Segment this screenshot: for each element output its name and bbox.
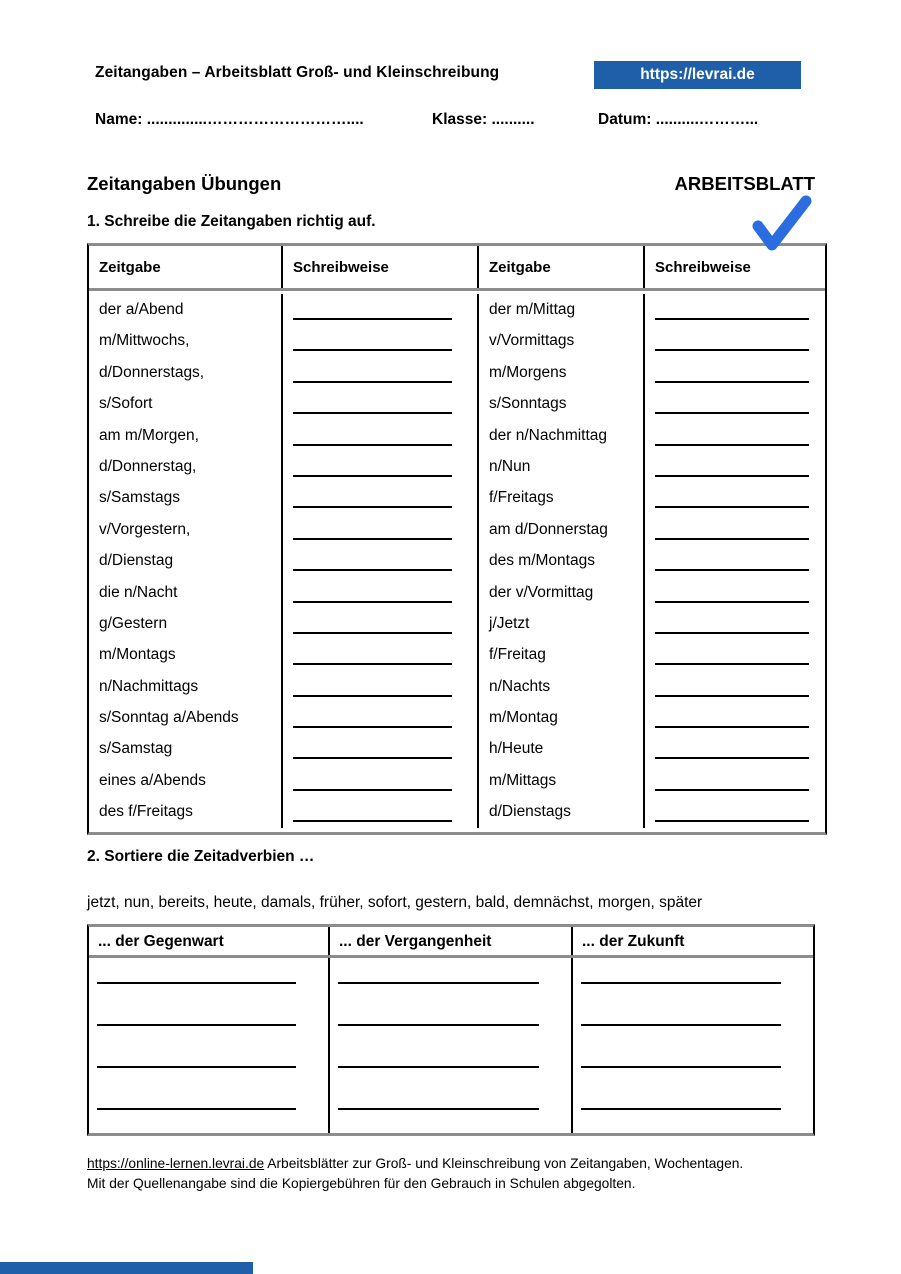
time-expression-right: s/Sonntags xyxy=(479,388,645,419)
time-expression-left: d/Dienstag xyxy=(89,545,283,576)
time-expression-right: m/Montag xyxy=(479,702,645,733)
time-expression-left: s/Sonntag a/Abends xyxy=(89,702,283,733)
footer-text-line1: Arbeitsblätter zur Groß- und Kleinschreibung von Zeitangaben, Wochentagen. xyxy=(264,1156,744,1171)
table-row xyxy=(89,482,825,513)
class-blank: .......... xyxy=(491,111,535,128)
date-field xyxy=(598,111,758,129)
answer-blank xyxy=(283,671,479,702)
name-field xyxy=(95,111,364,129)
answer-blank xyxy=(645,514,825,545)
answer-blank xyxy=(283,420,479,451)
time-expression-right: f/Freitags xyxy=(479,482,645,513)
time-expression-right: m/Mittags xyxy=(479,765,645,796)
answer-blank xyxy=(338,1024,539,1026)
answer-blank xyxy=(581,1024,781,1026)
column-header-vergangenheit: ... der Vergangenheit xyxy=(330,927,573,955)
task1-table xyxy=(87,243,827,835)
table-row xyxy=(89,577,825,608)
answer-blank xyxy=(645,733,825,764)
answer-blank xyxy=(645,451,825,482)
page-title: Zeitangaben – Arbeitsblatt Groß- und Kleinschreibung xyxy=(95,64,500,81)
time-expression-left: s/Samstags xyxy=(89,482,283,513)
answer-blank xyxy=(283,577,479,608)
table-row xyxy=(89,796,825,827)
answer-blank xyxy=(645,420,825,451)
answer-blank xyxy=(338,982,539,984)
answer-blank xyxy=(338,1108,539,1110)
answer-blank xyxy=(283,608,479,639)
column-header: Zeitgabe xyxy=(89,246,283,288)
time-expression-right: d/Dienstags xyxy=(479,796,645,827)
answer-blank xyxy=(283,545,479,576)
answer-column-zukunft xyxy=(573,958,813,1133)
time-expression-left: g/Gestern xyxy=(89,608,283,639)
adverb-word-list: jetzt, nun, bereits, heute, damals, früher, sofort, gestern, bald, demnächst, morgen, später xyxy=(87,894,703,911)
answer-blank xyxy=(283,451,479,482)
task2-table xyxy=(87,924,815,1136)
answer-blank xyxy=(645,388,825,419)
answer-column-vergangenheit xyxy=(330,958,573,1133)
table-row xyxy=(89,639,825,670)
answer-column-gegenwart xyxy=(89,958,330,1133)
answer-blank xyxy=(645,482,825,513)
answer-blank xyxy=(581,1108,781,1110)
class-label: Klasse: xyxy=(432,111,488,128)
column-header-gegenwart: ... der Gegenwart xyxy=(89,927,330,955)
answer-blank xyxy=(97,1066,296,1068)
task2-table-body xyxy=(89,958,813,1133)
table-row xyxy=(89,671,825,702)
answer-blank xyxy=(97,1024,296,1026)
answer-blank xyxy=(645,608,825,639)
task2-table-header xyxy=(89,927,813,958)
task1-title: 1. Schreibe die Zeitangaben richtig auf. xyxy=(87,213,376,230)
column-header: Schreibweise xyxy=(283,246,479,288)
answer-blank xyxy=(283,388,479,419)
date-label: Datum: xyxy=(598,111,652,128)
answer-blank xyxy=(581,1066,781,1068)
table-row xyxy=(89,545,825,576)
time-expression-left: m/Montags xyxy=(89,639,283,670)
time-expression-left: d/Donnerstag, xyxy=(89,451,283,482)
answer-blank xyxy=(645,325,825,356)
time-expression-right: der n/Nachmittag xyxy=(479,420,645,451)
answer-blank xyxy=(283,702,479,733)
answer-blank xyxy=(97,982,296,984)
answer-blank xyxy=(645,545,825,576)
task1-table-body xyxy=(89,291,825,832)
time-expression-right: der m/Mittag xyxy=(479,294,645,325)
task2-title: 2. Sortiere die Zeitadverbien … xyxy=(87,848,315,865)
answer-blank xyxy=(283,796,479,827)
time-expression-left: n/Nachmittags xyxy=(89,671,283,702)
time-expression-right: f/Freitag xyxy=(479,639,645,670)
answer-blank xyxy=(645,765,825,796)
answer-blank xyxy=(338,1066,539,1068)
column-header: Zeitgabe xyxy=(479,246,645,288)
answer-blank xyxy=(283,482,479,513)
class-field xyxy=(432,111,535,129)
answer-blank xyxy=(97,1108,296,1110)
footer-attribution xyxy=(87,1154,832,1195)
time-expression-left: am m/Morgen, xyxy=(89,420,283,451)
time-expression-left: s/Samstag xyxy=(89,733,283,764)
time-expression-left: der a/Abend xyxy=(89,294,283,325)
time-expression-left: die n/Nacht xyxy=(89,577,283,608)
time-expression-left: eines a/Abends xyxy=(89,765,283,796)
time-expression-right: n/Nun xyxy=(479,451,645,482)
table-row xyxy=(89,608,825,639)
table-row xyxy=(89,294,825,325)
column-header-zukunft: ... der Zukunft xyxy=(582,933,685,950)
answer-blank xyxy=(283,294,479,325)
table-row xyxy=(89,388,825,419)
time-expression-left: d/Donnerstags, xyxy=(89,357,283,388)
table-row xyxy=(89,514,825,545)
student-info-line xyxy=(0,111,901,133)
table-row xyxy=(89,451,825,482)
footer-link[interactable]: https://online-lernen.levrai.de xyxy=(87,1156,265,1171)
time-expression-right: v/Vormittags xyxy=(479,325,645,356)
answer-blank xyxy=(645,639,825,670)
date-blank: ..........………... xyxy=(655,111,759,128)
time-expression-right: der v/Vormittag xyxy=(479,577,645,608)
table-row xyxy=(89,325,825,356)
table-row xyxy=(89,420,825,451)
time-expression-left: des f/Freitags xyxy=(89,796,283,827)
answer-blank xyxy=(645,702,825,733)
time-expression-right: j/Jetzt xyxy=(479,608,645,639)
name-blank: ..............……………………….... xyxy=(146,111,364,128)
levrai-link-badge[interactable]: https://levrai.de xyxy=(594,61,801,89)
time-expression-right: h/Heute xyxy=(479,733,645,764)
table-row xyxy=(89,357,825,388)
time-expression-right: am d/Donnerstag xyxy=(479,514,645,545)
answer-blank xyxy=(645,294,825,325)
answer-blank xyxy=(645,796,825,827)
table-row xyxy=(89,702,825,733)
footer-text-line2: Mit der Quellenangabe sind die Kopiergebühren für den Gebrauch in Schulen abgegolten. xyxy=(87,1176,636,1192)
answer-blank xyxy=(645,671,825,702)
name-label: Name: xyxy=(95,111,143,128)
answer-blank xyxy=(283,325,479,356)
time-expression-right: m/Morgens xyxy=(479,357,645,388)
worksheet-heading: Zeitangaben Übungen xyxy=(87,173,282,194)
answer-blank xyxy=(645,357,825,388)
time-expression-left: m/Mittwochs, xyxy=(89,325,283,356)
answer-blank xyxy=(283,639,479,670)
answer-blank xyxy=(283,514,479,545)
answer-blank xyxy=(283,357,479,388)
table-row xyxy=(89,765,825,796)
answer-blank xyxy=(581,982,781,984)
column-header: Schreibweise xyxy=(655,259,751,276)
time-expression-left: s/Sofort xyxy=(89,388,283,419)
checkmark-icon xyxy=(751,195,813,258)
task1-table-header xyxy=(89,246,825,291)
arbeitsblatt-label: ARBEITSBLATT xyxy=(674,173,815,194)
time-expression-left: v/Vorgestern, xyxy=(89,514,283,545)
answer-blank xyxy=(645,577,825,608)
time-expression-right: n/Nachts xyxy=(479,671,645,702)
answer-blank xyxy=(283,733,479,764)
answer-blank xyxy=(283,765,479,796)
table-row xyxy=(89,733,825,764)
bottom-blue-bar xyxy=(0,1262,253,1274)
time-expression-right: des m/Montags xyxy=(479,545,645,576)
